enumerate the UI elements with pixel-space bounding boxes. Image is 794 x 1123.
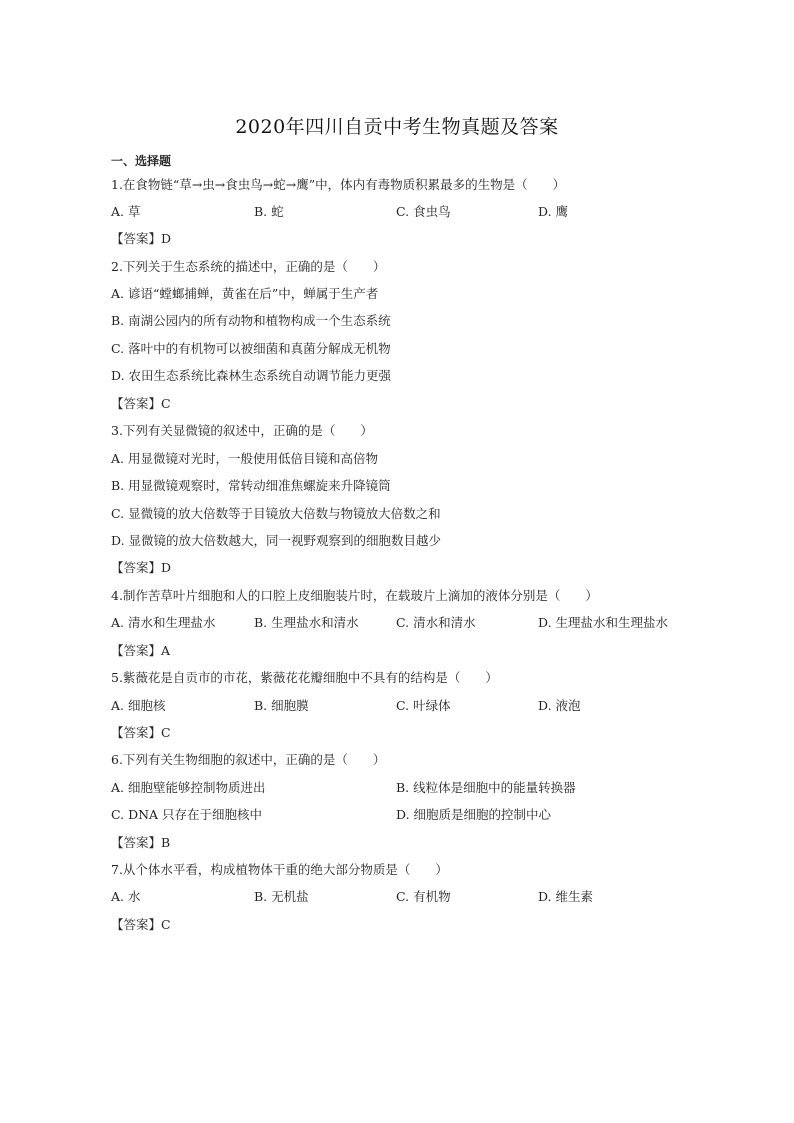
question-stem: 2.下列关于生态系统的描述中，正确的是（ ）	[111, 259, 386, 274]
answer: 【答案】D	[111, 560, 172, 575]
option: A. 草	[111, 204, 141, 219]
option: B. 生理盐水和清水	[254, 615, 359, 630]
answer: 【答案】A	[111, 643, 171, 658]
answer: 【答案】D	[111, 231, 172, 246]
option: D. 维生素	[538, 889, 594, 904]
option: B. 细胞膜	[254, 698, 309, 713]
option: A. 细胞核	[111, 698, 166, 713]
question-stem: 5.紫薇花是自贡市的市花，紫薇花花瓣细胞中不具有的结构是（ ）	[111, 670, 498, 685]
option: C. 食虫鸟	[396, 204, 451, 219]
document-title: 2020年四川自贡中考生物真题及答案	[235, 116, 559, 138]
option: D. 鹰	[538, 204, 569, 219]
option: C. 落叶中的有机物可以被细菌和真菌分解成无机物	[111, 341, 391, 356]
answer: 【答案】B	[111, 835, 171, 850]
question-stem: 6.下列有关生物细胞的叙述中，正确的是（ ）	[111, 752, 386, 767]
section-heading: 一、选择题	[111, 154, 172, 168]
option: A. 谚语“螳螂捕蝉，黄雀在后”中，蝉属于生产者	[111, 286, 379, 301]
option: B. 蛇	[254, 204, 284, 219]
option: C. 叶绿体	[396, 698, 451, 713]
option: B. 用显微镜观察时，常转动细准焦螺旋来升降镜筒	[111, 478, 391, 493]
option: C. 有机物	[396, 889, 451, 904]
option: A. 水	[111, 889, 141, 904]
option: C. 显微镜的放大倍数等于目镜放大倍数与物镜放大倍数之和	[111, 506, 441, 521]
answer: 【答案】C	[111, 396, 171, 411]
option: D. 液泡	[538, 698, 581, 713]
option: D. 生理盐水和生理盐水	[538, 615, 669, 630]
option: B. 南湖公园内的所有动物和植物构成一个生态系统	[111, 313, 391, 328]
option: B. 线粒体是细胞中的能量转换器	[396, 780, 576, 795]
question-stem: 1.在食物链“草→虫→食虫鸟→蛇→鹰”中，体内有毒物质积累最多的生物是（ ）	[111, 177, 566, 192]
option: D. 农田生态系统比森林生态系统自动调节能力更强	[111, 368, 392, 383]
option: D. 显微镜的放大倍数越大，同一视野观察到的细胞数目越少	[111, 533, 442, 548]
option: A. 用显微镜对光时，一般使用低倍目镜和高倍物	[111, 451, 378, 466]
option: A. 细胞壁能够控制物质进出	[111, 780, 266, 795]
answer: 【答案】C	[111, 917, 171, 932]
question-stem: 3.下列有关显微镜的叙述中，正确的是（ ）	[111, 423, 373, 438]
option: C. 清水和清水	[396, 615, 476, 630]
question-stem: 7.从个体水平看，构成植物体干重的绝大部分物质是（ ）	[111, 862, 448, 877]
option: D. 细胞质是细胞的控制中心	[396, 807, 552, 822]
option: B. 无机盐	[254, 889, 309, 904]
question-stem: 4.制作苦草叶片细胞和人的口腔上皮细胞装片时，在载玻片上滴加的液体分别是（ ）	[111, 588, 598, 603]
answer: 【答案】C	[111, 725, 171, 740]
option: A. 清水和生理盐水	[111, 615, 216, 630]
option: C. DNA 只存在于细胞核中	[111, 807, 263, 822]
